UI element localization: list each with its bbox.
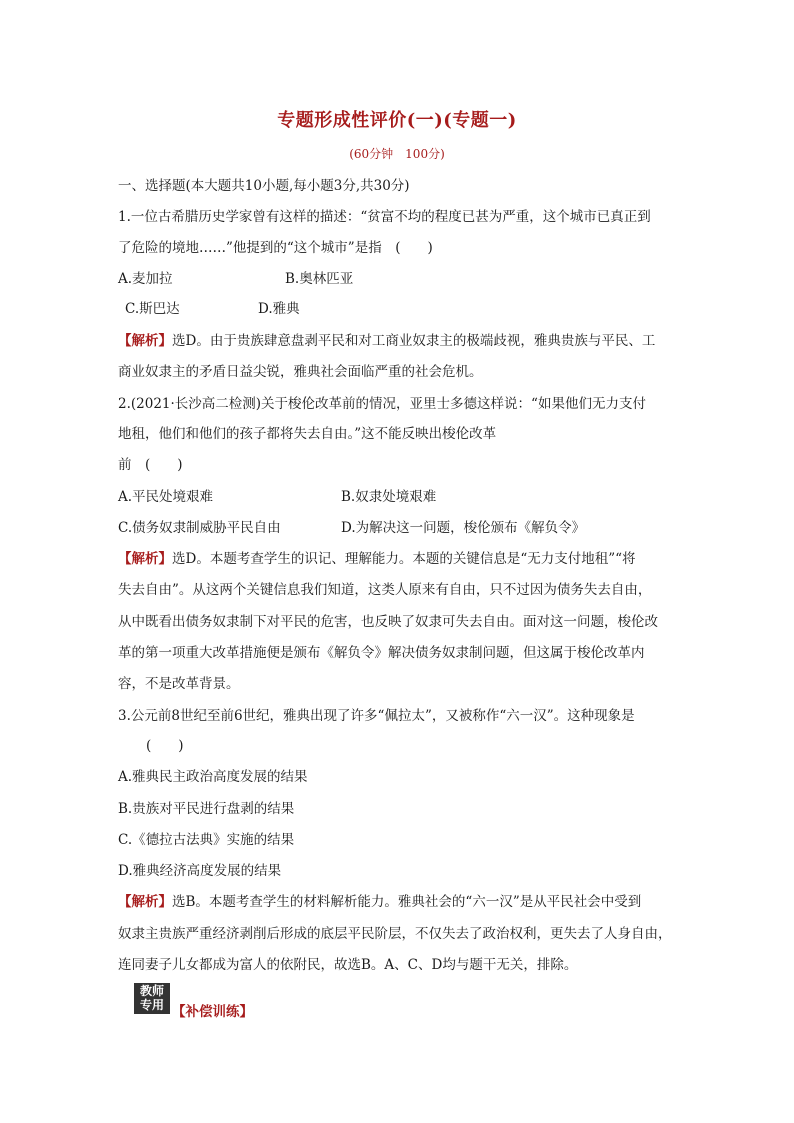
q1-stem-line2: 了危险的境地……”他提到的“这个城市”是指 ( ) (118, 240, 433, 256)
q2-explanation-line5: 容，不是改革背景。 (118, 676, 240, 692)
q3-explanation-line1: 【解析】选B。本题考查学生的材料解析能力。雅典社会的“六一汉”是从平民社会中受到 (118, 894, 642, 910)
q2-stem-line1: 2.(2021·长沙高二检测)关于梭伦改革前的情况，亚里士多德这样说：“如果他们无力支付 (118, 396, 646, 412)
supplementary-training-heading: 【补偿训练】 (172, 1004, 253, 1020)
q1-stem-line1: 1.一位古希腊历史学家曾有这样的描述：“贫富不均的程度已甚为严重，这个城市已真正到 (118, 209, 651, 225)
explanation-tag: 【解析】 (118, 551, 172, 567)
q2-option-d: D.为解决这一问题，梭伦颁布《解负令》 (341, 520, 586, 536)
page-title: 专题形成性评价(一)(专题一) (277, 110, 517, 131)
q3-stem-line1: 3.公元前8世纪至前6世纪，雅典出现了许多“佩拉太”，又被称作“六一汉”。这种现象是 (118, 708, 635, 724)
q2-explanation-line3: 从中既看出债务奴隶制下对平民的危害，也反映了奴隶可失去自由。面对这一问题，梭伦改 (118, 614, 658, 630)
q1-explanation-line2: 商业奴隶主的矛盾日益尖锐，雅典社会面临严重的社会危机。 (118, 364, 483, 380)
q1-option-a: A.麦加拉 (118, 271, 173, 287)
q1-option-b: B.奥林匹亚 (285, 271, 354, 287)
q3-option-d: D.雅典经济高度发展的结果 (118, 863, 282, 879)
q2-option-b: B.奴隶处境艰难 (341, 489, 437, 505)
q1-explanation-line1: 【解析】选D。由于贵族肆意盘剥平民和对工商业奴隶主的极端歧视，雅典贵族与平民、工 (118, 333, 656, 349)
q2-stem-line3: 前 ( ) (118, 457, 183, 473)
q3-option-a: A.雅典民主政治高度发展的结果 (118, 769, 308, 785)
q2-explanation-line1: 【解析】选D。本题考查学生的识记、理解能力。本题的关键信息是“无力支付地租”“将 (118, 551, 636, 567)
q2-explanation-line4: 革的第一项重大改革措施便是颁布《解负令》解决债务奴隶制问题，但这属于梭伦改革内 (118, 645, 645, 661)
q3-explanation-line2: 奴隶主贵族严重经济剥削后形成的底层平民阶层，不仅失去了政治权利，更失去了人身自由， (118, 926, 672, 942)
explanation-tag: 【解析】 (118, 333, 172, 349)
q2-explanation-line2: 失去自由”。从这两个关键信息我们知道，这类人原来有自由，只不过因为债务失去自由， (118, 582, 652, 598)
q3-option-c: C.《德拉古法典》实施的结果 (118, 832, 295, 848)
teacher-only-badge: 教师 专用 (134, 983, 170, 1014)
q3-option-b: B.贵族对平民进行盘剥的结果 (118, 801, 295, 817)
page-subtitle: (60分钟 100分) (349, 147, 445, 161)
section-heading: 一、选择题(本大题共10小题,每小题3分,共30分) (118, 178, 410, 194)
q3-explanation-line3: 连同妻子儿女都成为富人的依附民，故选B。A、C、D均与题干无关，排除。 (118, 957, 578, 973)
q2-option-a: A.平民处境艰难 (118, 489, 214, 505)
explanation-tag: 【解析】 (118, 894, 172, 910)
q2-option-c: C.债务奴隶制威胁平民自由 (118, 520, 281, 536)
q1-option-d: D.雅典 (258, 301, 300, 317)
q3-stem-line2: ( ) (146, 738, 184, 754)
q1-option-c: C.斯巴达 (125, 301, 180, 317)
q2-stem-line2: 地租，他们和他们的孩子都将失去自由。”这不能反映出梭伦改革 (118, 426, 497, 442)
